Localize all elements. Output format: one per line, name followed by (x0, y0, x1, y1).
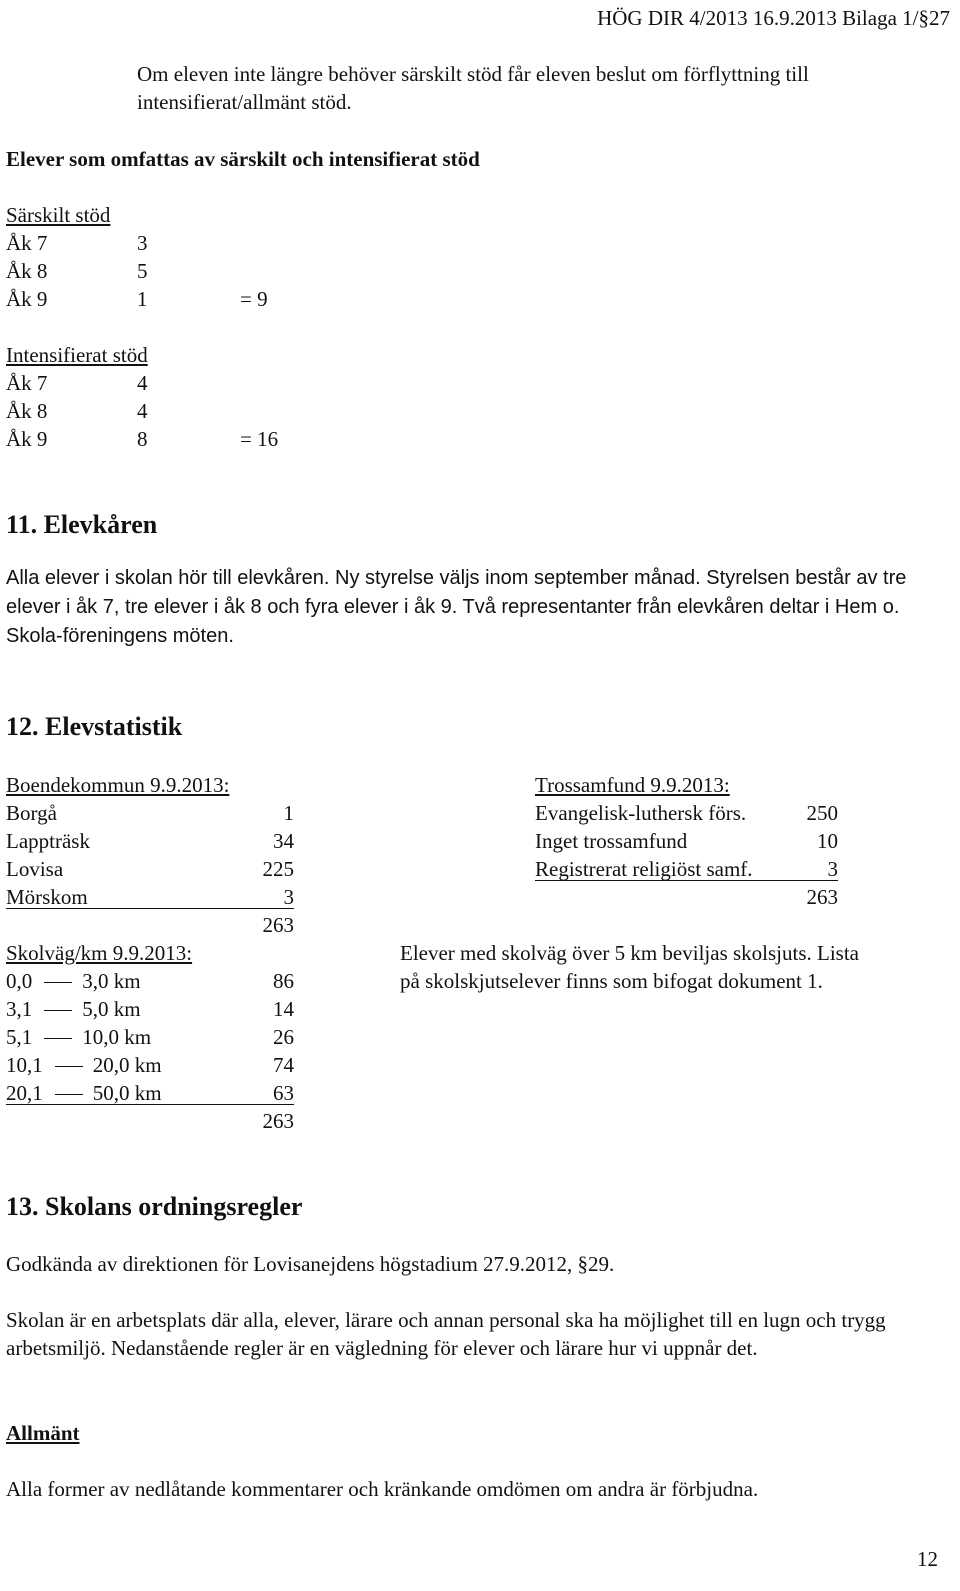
special-support-label: Särskilt stöd (6, 203, 111, 227)
distance-from: 3,1 (6, 997, 33, 1021)
grade-count: 8 (137, 427, 148, 451)
grade-count: 5 (137, 259, 148, 283)
distance-to: 20,0 km (92, 1053, 162, 1077)
distance-total: 263 (262, 1109, 294, 1133)
grade-label: Åk 7 (6, 231, 48, 255)
distance-from: 10,1 (6, 1053, 43, 1077)
range-dash (44, 982, 72, 983)
distance-value: 26 (273, 1025, 294, 1049)
sum-underline (6, 908, 294, 909)
rules-intro-text: Skolan är en arbetsplats där alla, elever, lärare och annan personal ska ha möjlighet till en lugn och trygg arbetsmiljö. Nedanstående regler är en vägledning för elever och lärare hur vi uppnår det. (6, 1308, 886, 1360)
range-dash (55, 1094, 83, 1095)
religion-value: 250 (806, 801, 838, 825)
transport-note-line-2: på skolskjutselever finns som bifogat dokument 1. (400, 969, 823, 993)
sum-underline (535, 880, 838, 881)
section-11-text: Alla elever i skolan hör till elevkåren. Ny styrelse väljs inom september månad. Styrelsen består av tre elever i åk 7, tre elever i åk 8 och fyra elever i åk 9. Två representanter från elevkåren deltar i Hem o. Skola-föreningens möten. (6, 567, 907, 647)
municipality-value: 34 (273, 829, 294, 853)
grade-label: Åk 8 (6, 259, 48, 283)
religion-title: Trossamfund 9.9.2013: (535, 773, 730, 797)
intro-paragraph: Om eleven inte längre behöver särskilt stöd får eleven beslut om förflyttning till intensifierat/allmänt stöd. (137, 62, 809, 114)
section-11-heading: 11. Elevkåren (6, 510, 158, 539)
distance-value: 86 (273, 969, 294, 993)
municipality-name: Lovisa (6, 857, 64, 881)
religion-value: 10 (817, 829, 838, 853)
transport-note-line-1: Elever med skolväg över 5 km beviljas skolsjuts. Lista (400, 941, 860, 965)
municipality-total: 263 (262, 913, 294, 937)
distance-range (6, 967, 141, 995)
intensified-support-total: = 16 (240, 427, 279, 451)
distance-range (6, 995, 141, 1023)
distance-from: 5,1 (6, 1025, 33, 1049)
municipality-title: Boendekommun 9.9.2013: (6, 773, 230, 797)
distance-to: 50,0 km (92, 1081, 162, 1105)
section-13-heading: 13. Skolans ordningsregler (6, 1192, 303, 1221)
intensified-support-label: Intensifierat stöd (6, 343, 148, 367)
grade-count: 3 (137, 231, 148, 255)
special-support-total: = 9 (240, 287, 268, 311)
religion-total: 263 (806, 885, 838, 909)
distance-value: 14 (273, 997, 294, 1021)
approval-line: Godkända av direktionen för Lovisanejdens högstadium 27.9.2012, §29. (6, 1252, 615, 1276)
distance-range (6, 1051, 162, 1079)
range-dash (44, 1010, 72, 1011)
grade-count: 4 (137, 399, 148, 423)
distance-to: 3,0 km (82, 969, 141, 993)
section-12-heading: 12. Elevstatistik (6, 712, 183, 741)
religion-name: Registrerat religiöst samf. (535, 857, 753, 881)
grade-label: Åk 7 (6, 371, 48, 395)
range-dash (44, 1038, 72, 1039)
general-heading: Allmänt (6, 1421, 80, 1445)
range-dash (55, 1066, 83, 1067)
general-text: Alla former av nedlåtande kommentarer och kränkande omdömen om andra är förbjudna. (6, 1477, 759, 1501)
municipality-value: 3 (283, 885, 294, 909)
religion-name: Evangelisk-luthersk förs. (535, 801, 747, 825)
religion-value: 3 (827, 857, 838, 881)
municipality-value: 225 (262, 857, 294, 881)
distance-to: 10,0 km (82, 1025, 152, 1049)
grade-count: 1 (137, 287, 148, 311)
religion-name: Inget trossamfund (535, 829, 688, 853)
document-header: HÖG DIR 4/2013 16.9.2013 Bilaga 1/§27 (597, 6, 950, 30)
page-number: 12 (917, 1547, 938, 1571)
grade-label: Åk 9 (6, 427, 48, 451)
municipality-name: Borgå (6, 801, 57, 825)
municipality-name: Lappträsk (6, 829, 90, 853)
distance-to: 5,0 km (82, 997, 141, 1021)
grade-label: Åk 9 (6, 287, 48, 311)
distance-from: 20,1 (6, 1081, 43, 1105)
sum-underline (6, 1104, 294, 1105)
grade-count: 4 (137, 371, 148, 395)
grade-label: Åk 8 (6, 399, 48, 423)
distance-range (6, 1079, 162, 1107)
distance-from: 0,0 (6, 969, 33, 993)
municipality-name: Mörskom (6, 885, 88, 909)
distance-range (6, 1023, 151, 1051)
support-title: Elever som omfattas av särskilt och intensifierat stöd (6, 147, 480, 171)
distance-value: 74 (273, 1053, 294, 1077)
distance-title: Skolväg/km 9.9.2013: (6, 941, 193, 965)
distance-value: 63 (273, 1081, 294, 1105)
municipality-value: 1 (283, 801, 294, 825)
